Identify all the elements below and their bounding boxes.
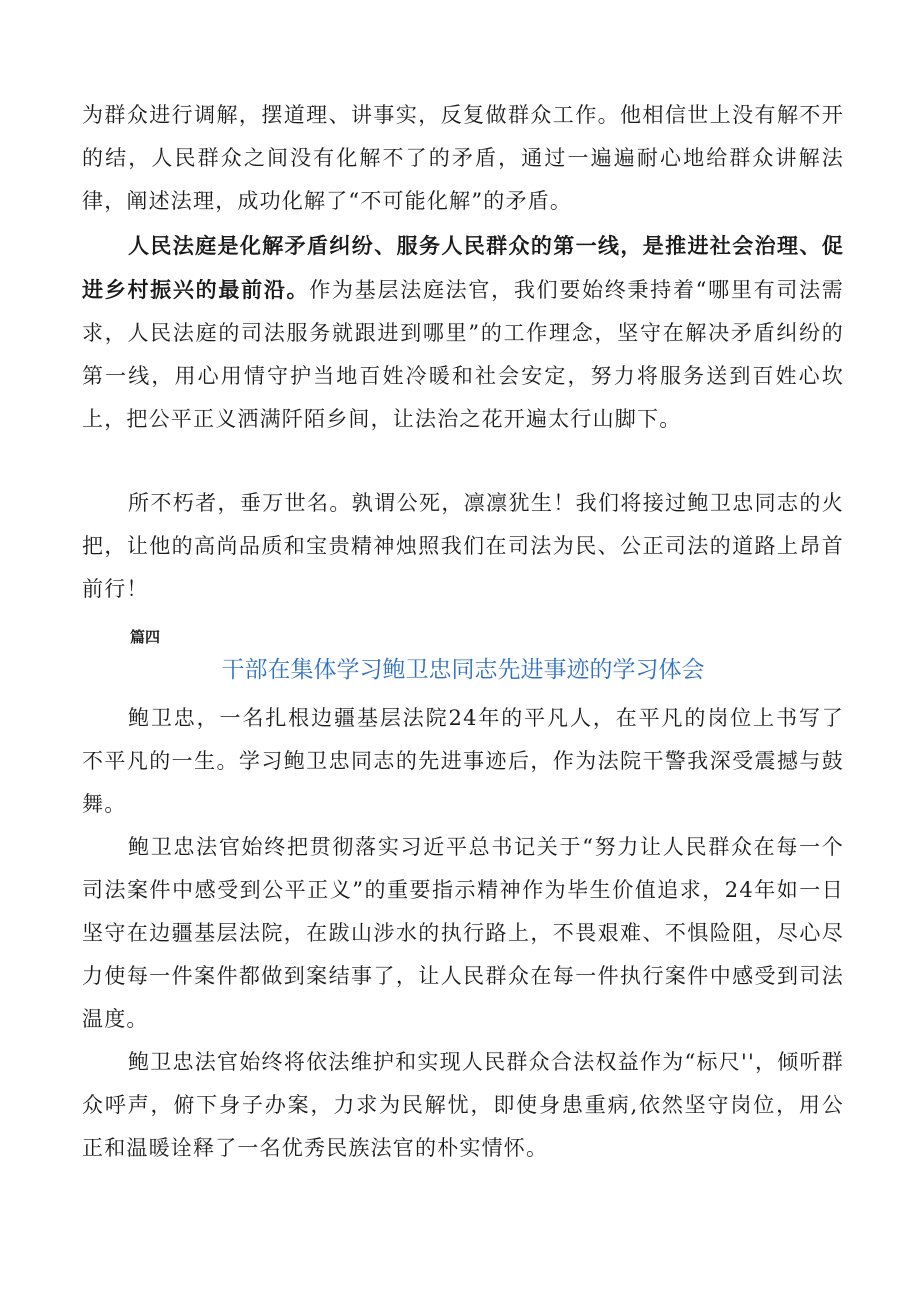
section-title: 干部在集体学习鲍卫忠同志先进事迹的学习体会 <box>221 657 705 683</box>
paragraph-intro: 鲍卫忠，一名扎根边疆基层法院24年的平凡人，在平凡的岗位上书写了不平凡的一生。学习鲍卫忠同志的先进事迹后，作为法院干警我深受震撼与鼓舞。 <box>82 706 844 816</box>
section-label: 篇四 <box>130 628 161 646</box>
paragraph-tribute: 所不朽者，垂万世名。孰谓公死，凛凛犹生！我们将接过鲍卫忠同志的火把，让他的高尚品质和宝贵精神烛照我们在司法为民、公正司法的道路上昂首前行！ <box>82 491 844 601</box>
paragraph-value-pursuit: 鲍卫忠法官始终把贯彻落实习近平总书记关于“努力让人民群众在每一个司法案件中感受到公平正义”的重要指示精神作为毕生价值追求，24年如一日坚守在边疆基层法院，在跋山涉水的执行路上，不畏艰难、不惧险阻，尽心尽力使每一件案件都做到案结事了，让人民群众在每一件执行案件中感受到司法温度。 <box>82 835 844 1031</box>
paragraph-people-court-lead: 人民法庭是化解矛盾纠纷、服务人民群众的第一线，是推进社会治理、促进乡村振兴的最前沿。 <box>82 233 844 302</box>
paragraph-mediation: 为群众进行调解，摆道理、讲事实，反复做群众工作。他相信世上没有解不开的结，人民群众之间没有化解不了的矛盾，通过一遍遍耐心地给群众讲解法律，阐述法理，成功化解了“不可能化解”的矛盾。 <box>82 103 844 213</box>
paragraph-people-rights: 鲍卫忠法官始终将依法维护和实现人民群众合法权益作为“标尺''，倾听群众呼声，俯下身子办案，力求为民解忧，即使身患重病,依然坚守岗位，用公正和温暖诠释了一名优秀民族法官的朴实情怀。 <box>82 1050 844 1160</box>
paragraph-people-court-body: 作为基层法庭法官，我们要始终秉持着“哪里有司法需求，人民法庭的司法服务就跟进到哪里”的工作理念，坚守在解决矛盾纠纷的第一线，用心用情守护当地百姓冷暖和社会安定，努力将服务送到百姓心坎上，把公平正义洒满阡陌乡间，让法治之花开遍太行山脚下。 <box>82 278 844 431</box>
paragraph-people-court <box>82 224 844 441</box>
